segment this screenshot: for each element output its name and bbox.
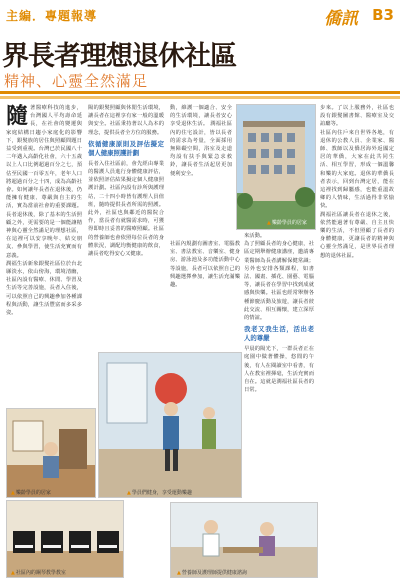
section-heading: 我老又我生活，活出老人的尊嚴	[244, 325, 314, 343]
column-text: 動，維護一個適合、安全的生活環境，讓長者安心享受退休生活。	[170, 105, 232, 128]
column-text: 社區內住戶來自世界各地，有退休的公教人員、企業家、醫師、教師以及僑居海外返國定居的華僑，大家在此共同生活、相互學習，形成一個溫馨和樂的大家庭。退休的華僑長者表示，回到台灣定居，能在這裡找到歸屬感，也能重溫故鄉的人情味，生活過得非常愉快。	[320, 129, 394, 210]
column-text: 來活動。	[244, 233, 266, 239]
column-text: 潤福社區內的住宅設計，皆以長者的需求為考量，全面採用無障礙空間，浴室及走道均設有扶手與緊急求救鈴，讓長者生活起居更加便利安全。	[170, 121, 232, 177]
article-subtitle: 精神、心靈全然滿足	[4, 72, 149, 90]
article-title: 界長者理想退休社區	[2, 41, 236, 68]
photo-piano-room	[6, 500, 124, 578]
article-column-1	[6, 104, 82, 404]
article-column-4	[244, 232, 314, 532]
header-rule	[0, 91, 400, 94]
article-column-5	[320, 104, 394, 574]
consult-illustration	[171, 503, 317, 577]
header-stripe	[0, 96, 400, 99]
drop-cap: 隨	[6, 104, 29, 129]
photo-residence-exterior	[236, 104, 316, 230]
column-text: 潤福生活新象銀髮社區位於台北縣淡水，依山傍海，環境清幽，社區內設有醫療、休閒、學習及生活等完善設施，長者入住後，可以依照自己的興趣參加各種課程與活動，讓生活豐富而多采多姿。	[6, 260, 82, 317]
column-text: 陽的銀髮照顧與休閒生活環境，讓長者在這裡享有家一般的溫暖與安全。社區秉持著以人為本的理念，提供長者全方位的服務。	[88, 105, 164, 136]
masthead	[0, 0, 400, 30]
home-illustration	[7, 409, 95, 497]
column-text: 長者入住社區前，會先經由專業的醫護人員進行身體健康評估，並依照評估結果擬定個人健康照護計劃。社區內設有診所與護理站，二十四小時皆有護理人員值班，隨時提供長者所需的照護。此外，社區也與鄰近的醫院合作，當長者有就醫需求時，可獲得即時且妥善的醫療照顧。社區的營養師也會依照每位長者的身體狀況，調配均衡健康的飲食，讓長者吃得安心又健康。	[88, 160, 164, 258]
article-column-3	[170, 104, 232, 222]
photo-exercise	[98, 352, 242, 498]
photo-health-consult	[170, 502, 318, 578]
building-illustration	[237, 105, 315, 229]
photo-caption: ▲樂齡學員的居家	[267, 220, 307, 226]
page-number: B3	[372, 6, 394, 24]
photo-caption: ▲學員們健身，享受運動樂趣	[127, 490, 192, 496]
column-text: 潤福社區讓長者在退休之後，依然能過著有尊嚴、自主且快樂的生活，不但照顧了長者的身體健康，更讓長者的精神與心靈全然滿足，是世界長者理想的退休社區。	[320, 211, 394, 259]
column-text: 社區內規劃有圖書室、電腦教室、書法教室、音樂室、健身房、游泳池及多功能活動中心等設施，長者可以依照自己的興趣選擇參加，讓生活充滿樂趣。	[170, 241, 240, 289]
section-heading: 依循健康原則及評估擬定個人健康照護計劃	[88, 139, 164, 157]
column-text: 著醫療科技的進步，台灣國人平均壽命延長，在社會的變遷與家庭結構日趨小家庭化的影響下，銀髮族的居住與照顧問題日益受到重視。台灣已於民國八十二年邁入高齡化社會，六十五歲以上人口比例超過百分之七，預估至民國一百零五年，老年人口將超過百分之十四，成為高齡社會。如何讓年長者在退休後，仍能擁有健康、尊嚴與自主的生活，實為當前社會的重要課題。長者退休後，除了基本的生活照顧之外，更需要的是一個能讓精神與心靈全然滿足的理想社區，在這裡可以安享晚年、結交朋友、參與學習，使生活充實而有意義。	[6, 105, 82, 259]
section-kicker: 主編．專題報導	[6, 9, 98, 23]
column-text: 步來。了以上服務外，社區也設有銀髮圖書館、醫療室及交誼廳等。	[320, 105, 394, 128]
photo-learner-home	[6, 408, 96, 498]
article-column-3-lower	[170, 240, 240, 356]
photo-caption: ▲樂齡學員的居家	[11, 490, 51, 496]
column-text: 早晨的陽光下，一群長者正在庭園中做著體操，悠閒的午後，有人在閱讀室中看書，有人在教室裡揮毫，生活充實而自在。這就是潤福社區長者的日常。	[244, 346, 314, 394]
exercise-illustration	[99, 353, 241, 497]
brand-logo: 僑訊	[324, 9, 358, 29]
piano-illustration	[7, 501, 123, 577]
photo-caption: ▲營養師及護理師提供健康諮詢	[177, 570, 247, 576]
photo-caption: ▲社區內的鋼琴教學教室	[11, 570, 66, 576]
column-text: 為了照顧長者的身心健康，社區定期舉辦健康講座，邀請專業醫師為長者講解保健常識；另外也安排各類課程，如書法、國畫、插花、園藝、電腦等，讓長者在學習中找到成就感與快樂。社區也經常舉辦各種節慶活動及旅遊，讓長者彼此交流、相互關懷，建立深厚的情誼。	[244, 241, 314, 322]
